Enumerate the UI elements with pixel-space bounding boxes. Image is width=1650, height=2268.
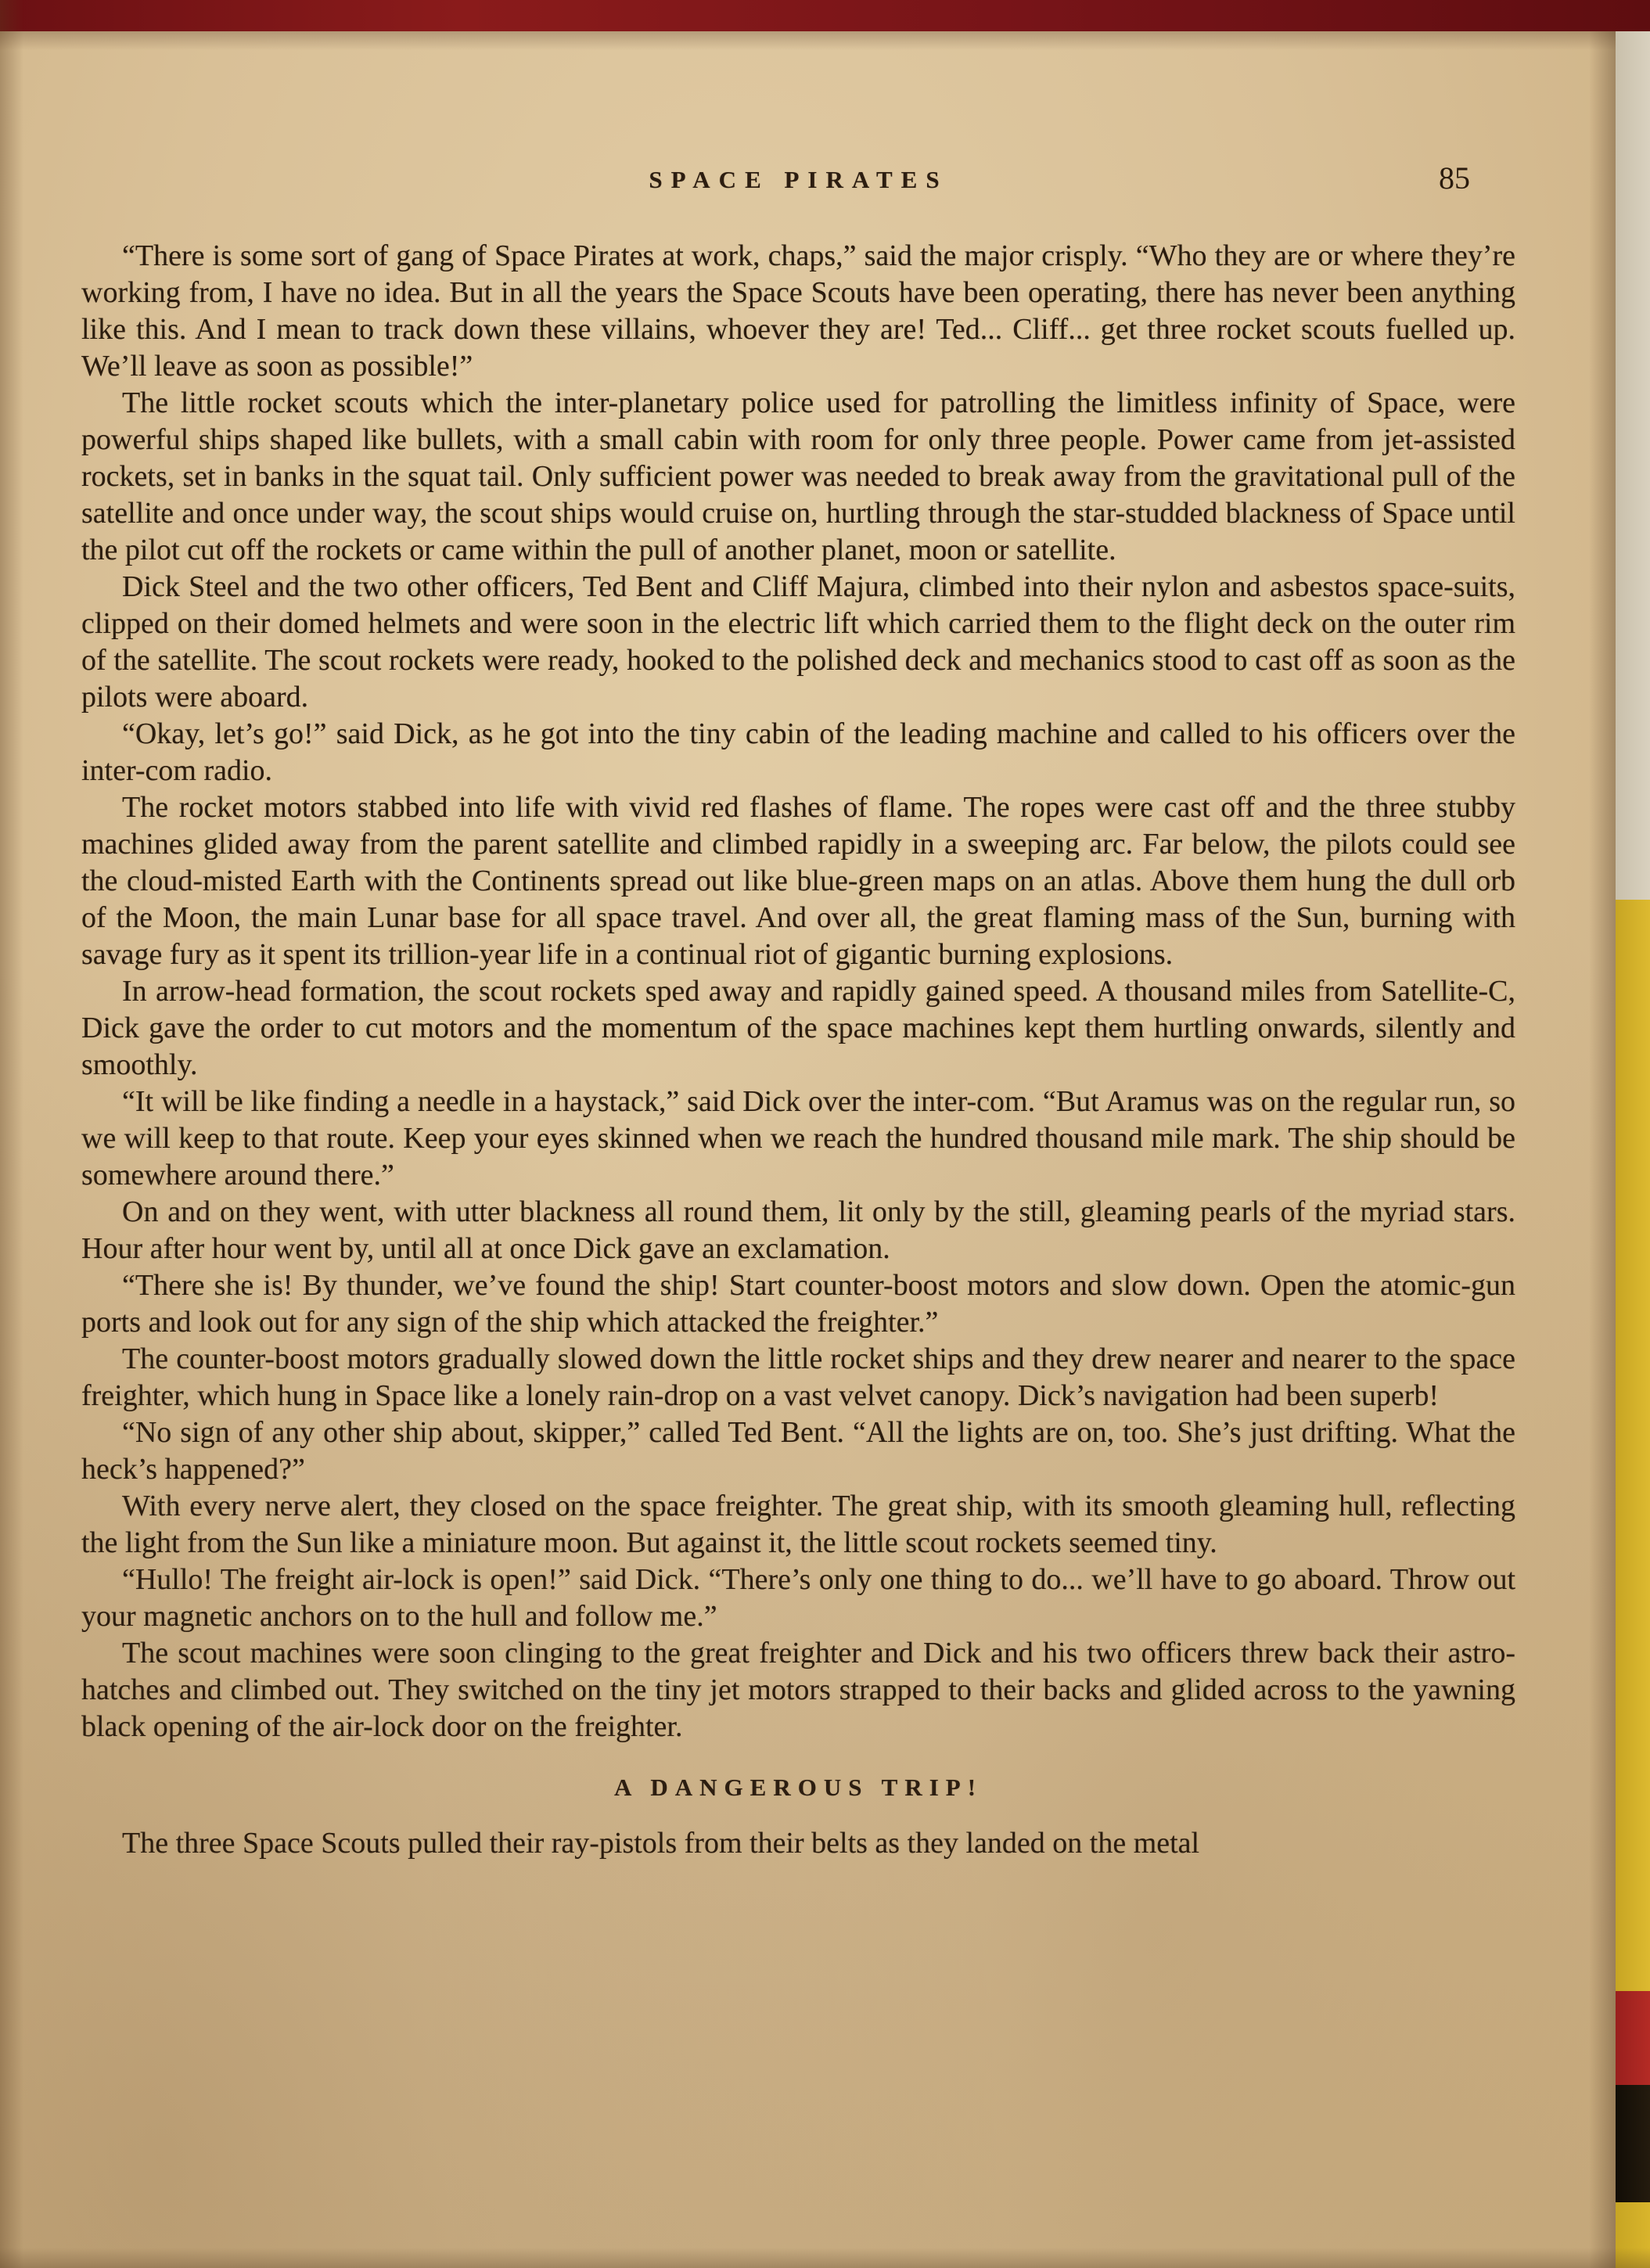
page-edge-red-band — [1616, 1991, 1650, 2085]
paragraph: With every nerve alert, they closed on the space freighter. The great ship, with its smooth gleaming hull, reflecting the light from the Sun like a miniature moon. But against it, the little scout rockets seemed tiny. — [81, 1490, 1515, 1559]
running-header: SPACE PIRATES — [649, 166, 948, 193]
paragraph: “There she is! By thunder, we’ve found the ship! Start counter-boost motors and slow down. Open the atomic-gun ports and look out for any sign of the ship which attacked the freighter.” — [81, 1269, 1515, 1339]
paragraph: “Okay, let’s go!” said Dick, as he got into the tiny cabin of the leading machine and called to his officers over the inter-com radio. — [81, 717, 1515, 787]
section-heading: A DANGEROUS TRIP! — [613, 1774, 983, 1801]
page-edge-stack — [1616, 31, 1650, 900]
page-number: 85 — [1439, 160, 1470, 196]
left-edge-shadow — [0, 0, 23, 2268]
right-paper-shadow — [1589, 31, 1616, 2268]
paragraph: Dick Steel and the two other officers, Ted Bent and Cliff Majura, climbed into their nylon and asbestos space-suits, clipped on their domed helmets and were soon in the electric lift which carried them to the flight deck on the outer rim of the satellite. The scout rockets were ready, hooked to the polished deck and mechanics stood to cast off as soon as the pilots were aboard. — [81, 570, 1515, 713]
paragraph: “Hullo! The freight air-lock is open!” said Dick. “There’s only one thing to do... we’ll have to go aboard. Throw out your magnetic anchors on to the hull and follow me.” — [81, 1563, 1515, 1633]
book-cover-top-edge — [0, 0, 1650, 31]
paragraph: “There is some sort of gang of Space Pirates at work, chaps,” said the major crisply. “Who they are or where they’re working from, I have no idea. But in all the years the Space Scouts have been operating, there has never been anything like this. And I mean to track down these villains, whoever they are! Ted... Cliff... get three rocket scouts fuelled up. We’ll leave as soon as possible!” — [81, 239, 1515, 383]
story-text-after-heading — [81, 1825, 1515, 1862]
page-edge-yellow-band — [1616, 900, 1650, 1991]
paragraph: “It will be like finding a needle in a haystack,” said Dick over the inter-com. “But Aramus was on the regular run, so we will keep to that route. Keep your eyes skinned when we reach the hundred thousand mile mark. The ship should be somewhere around there.” — [81, 1085, 1515, 1192]
bottom-edge-shadow — [0, 2248, 1650, 2268]
top-edge-shadow — [0, 31, 1650, 50]
story-text — [81, 238, 1515, 1745]
page-header — [81, 160, 1515, 210]
paragraph: The little rocket scouts which the inter-planetary police used for patrolling the limitless infinity of Space, were powerful ships shaped like bullets, with a small cabin with room for only three people. Power came from jet-assisted rockets, set in banks in the squat tail. Only sufficient power was needed to break away from the gravitational pull of the satellite and once under way, the scout ships would cruise on, hurtling through the star-studded blackness of Space until the pilot cut off the rockets or came within the pull of another planet, moon or satellite. — [81, 386, 1515, 566]
paragraph: The counter-boost motors gradually slowed down the little rocket ships and they drew nearer and nearer to the space freighter, which hung in Space like a lonely rain-drop on a vast velvet canopy. Dick’s navigation had been superb! — [81, 1342, 1515, 1412]
page-edge-black-band — [1616, 2085, 1650, 2202]
printed-page-content — [81, 160, 1515, 1862]
paragraph: In arrow-head formation, the scout rockets sped away and rapidly gained speed. A thousand miles from Satellite-C, Dick gave the order to cut motors and the momentum of the space machines kept them hurtling onwards, silently and smoothly. — [81, 975, 1515, 1081]
paragraph: “No sign of any other ship about, skipper,” called Ted Bent. “All the lights are on, too. She’s just drifting. What the heck’s happened?” — [81, 1416, 1515, 1486]
paragraph: The scout machines were soon clinging to the great freighter and Dick and his two officers threw back their astro-hatches and climbed out. They switched on the tiny jet motors strapped to their backs and glided across to the yawning black opening of the air-lock door on the freighter. — [81, 1637, 1515, 1743]
paragraph: The rocket motors stabbed into life with vivid red flashes of flame. The ropes were cast off and the three stubby machines glided away from the parent satellite and climbed rapidly in a sweeping arc. Far below, the pilots could see the cloud-misted Earth with the Continents spread out like blue-green maps on an atlas. Above them hung the dull orb of the Moon, the main Lunar base for all space travel. And over all, the great flaming mass of the Sun, burning with savage fury as it spent its trillion-year life in a continual riot of gigantic burning explosions. — [81, 791, 1515, 971]
paragraph: The three Space Scouts pulled their ray-pistols from their belts as they landed on the metal — [122, 1827, 1200, 1860]
paragraph: On and on they went, with utter blackness all round them, lit only by the still, gleaming pearls of the myriad stars. Hour after hour went by, until all at once Dick gave an exclamation. — [81, 1195, 1515, 1265]
